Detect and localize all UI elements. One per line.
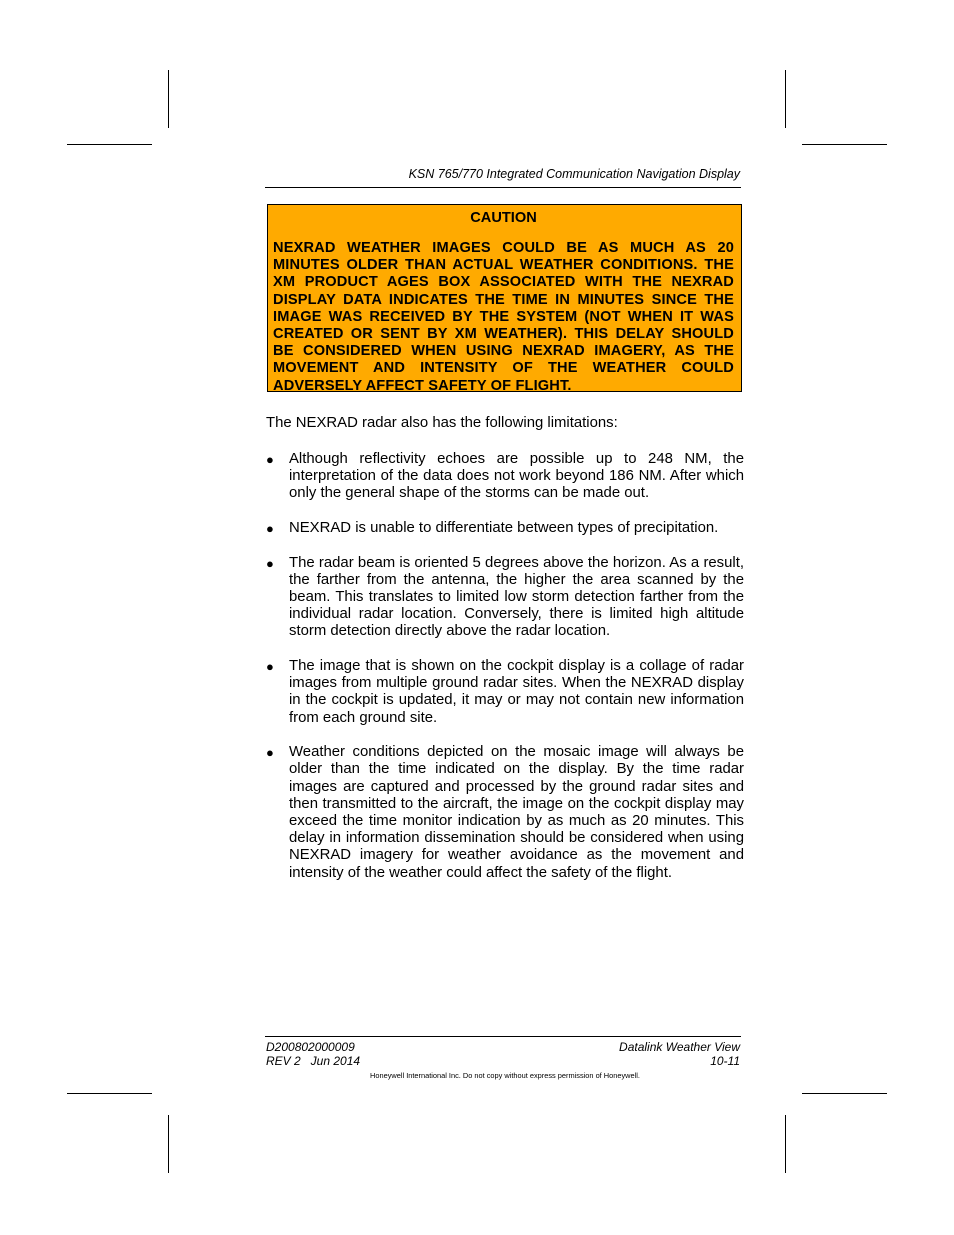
page-number: 10-11 xyxy=(710,1054,740,1068)
limitation-text-delay: Weather conditions depicted on the mosaic image will always be older than the time indicated on the display. By the time radar images are captured and processed by the ground radar sites and then transmitted to the aircraft, the image on the cockpit display may exceed the time monitor indication by as much as 20 minutes. This delay in information dissemination should be considered when using NEXRAD imagery for weather avoidance as the movement and intensity of the weather could affect the safety of the flight. xyxy=(289,744,744,881)
limitation-item-collage xyxy=(266,658,744,727)
crop-mark-top-left-vertical xyxy=(168,70,169,128)
limitation-item-precipitation xyxy=(266,520,744,537)
bullet-icon: ● xyxy=(266,555,274,571)
limitation-text-precipitation: NEXRAD is unable to differentiate between types of precipitation. xyxy=(289,520,719,536)
limitation-item-delay xyxy=(266,744,744,882)
footer-left-block xyxy=(266,1040,360,1068)
limitation-item-range xyxy=(266,451,744,503)
limitation-text-collage: The image that is shown on the cockpit display is a collage of radar images from multiple ground radar sites. When the NEXRAD display in the cockpit is updated, it may or may not contain new information from each ground site. xyxy=(289,658,744,726)
footer-right-block xyxy=(500,1040,740,1068)
header-rule xyxy=(265,187,741,188)
bullet-icon: ● xyxy=(266,521,274,536)
crop-mark-top-right-horizontal xyxy=(802,144,887,145)
crop-mark-bottom-left-horizontal xyxy=(67,1093,152,1094)
limitation-item-beam-angle xyxy=(266,555,744,641)
crop-mark-top-left-horizontal xyxy=(67,144,152,145)
crop-mark-bottom-right-horizontal xyxy=(802,1093,887,1094)
revision-date: REV 2 Jun 2014 xyxy=(266,1054,361,1068)
caution-box xyxy=(267,204,742,392)
section-title: Datalink Weather View xyxy=(619,1040,740,1054)
crop-mark-top-right-vertical xyxy=(785,70,786,128)
limitations-list xyxy=(266,451,744,899)
intro-paragraph: The NEXRAD radar also has the following limitations: xyxy=(266,415,618,431)
document-number: D200802000009 xyxy=(266,1040,355,1054)
caution-text: NEXRAD WEATHER IMAGES COULD BE AS MUCH AS 20 MINUTES OLDER THAN ACTUAL WEATHER CONDITIONS. THE XM PRODUCT AGES BOX ASSOCIATED WITH THE NEXRAD DISPLAY DATA INDICATES THE TIME IN MINUTES SINCE THE IMAGE WAS RECEIVED BY THE SYSTEM (NOT WHEN IT WAS CREATED OR SENT BY XM WEATHER). THIS DELAY SHOULD BE CONSIDERED WHEN USING NEXRAD IMAGERY, AS THE MOVEMENT AND INTENSITY OF THE WEATHER COULD ADVERSELY AFFECT SAFETY OF FLIGHT. xyxy=(273,240,734,394)
copyright-notice: Honeywell International Inc. Do not copy without express permission of Honeywell. xyxy=(370,1071,640,1080)
bullet-icon: ● xyxy=(266,745,274,761)
crop-mark-bottom-right-vertical xyxy=(785,1115,786,1173)
caution-title: CAUTION xyxy=(470,210,537,226)
running-header-title: KSN 765/770 Integrated Communication Navigation Display xyxy=(408,167,740,181)
footer-rule xyxy=(265,1036,741,1037)
crop-mark-bottom-left-vertical xyxy=(168,1115,169,1173)
limitation-text-range: Although reflectivity echoes are possible up to 248 NM, the interpretation of the data does not work beyond 186 NM. After which only the general shape of the storms can be made out. xyxy=(289,451,744,502)
limitation-text-beam-angle: The radar beam is oriented 5 degrees above the horizon. As a result, the farther from the antenna, the higher the area scanned by the beam. This translates to limited low storm detection farther from the individual radar location. Conversely, there is limited high altitude storm detection directly above the radar location. xyxy=(289,554,744,640)
bullet-icon: ● xyxy=(266,659,274,674)
bullet-icon: ● xyxy=(266,452,274,467)
